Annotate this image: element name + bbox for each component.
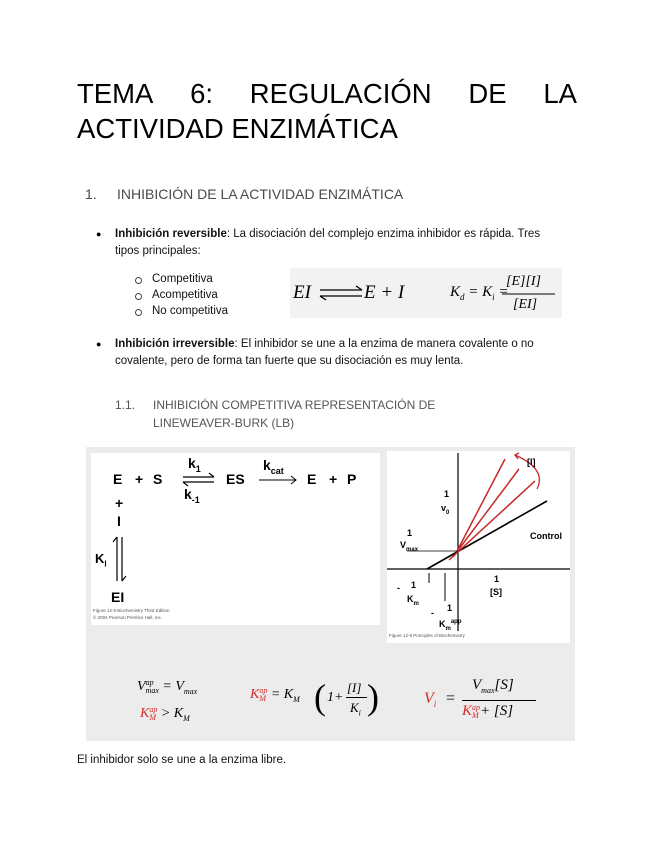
paren-right: ) [367,677,379,717]
section-number: 1. [85,186,97,202]
figure-credit: Figure 12-9 Principles of Biochemistry [389,633,465,638]
species-EI: EI [111,589,125,605]
title-word: 6: [190,78,214,109]
kmapp-label: $K_m^{app}$ [439,619,462,632]
plus-sign: + [115,495,124,511]
figure-credit: © 2004 Pearson Prentice Hall, Inc. [93,615,163,620]
fraction-denominator: [EI] [513,297,538,312]
title-word: DE [468,78,507,109]
vmax-label: $V_{max}$ [400,540,419,553]
bullet-irreversible [115,336,575,370]
kmapp-one: 1 [447,603,453,613]
term-irreversible: Inhibición irreversible [115,338,235,350]
plus-sign: + [135,471,144,487]
section-title-line2: LINEWEAVER-BURK (LB) [153,416,295,430]
mm-denominator: Kap M+ [S] [462,702,514,720]
km-label: $K_m$ [407,594,419,607]
species-P: P [347,471,357,487]
subitem-acompetitiva: Acompetitiva [152,289,218,301]
minus-sign: - [397,583,400,593]
rate-k1: $k_1$ [188,455,201,474]
rate-kcat: $k_{cat}$ [263,457,284,476]
constant-KI: $K_I$ [95,551,107,569]
reaction-right: E + I [364,282,405,303]
section-number: 1.1. [115,398,136,412]
footer-note: El inhibidor solo se une a la enzima libre. [77,754,287,766]
figure-credit: Figure 12-9 Biochemistry Third Edition [93,608,170,613]
section-heading-1 [85,186,403,202]
title-word: LA [543,78,577,109]
fraction-bar [462,700,536,701]
formula-km-ap-relation: Kap $M = K_M$ [250,686,300,705]
velocity-inhibited: $V_i$ [424,690,437,710]
ki-constant: $K_i$ [350,700,361,718]
kd-ki-expression: $K_d = K_i$ = [450,284,509,302]
circle-bullet-icon [135,293,142,300]
bullet-text: : El inhibidor se une a la enzima de manera covalente o no [234,338,534,350]
reaction-left: EI [293,282,311,303]
formula-km-apparent: Kap $M > K_M$ [140,705,190,724]
term-reversible: Inhibición reversible [115,228,227,240]
fraction-bar [346,697,367,698]
bullet-text: : La disociación del complejo enzima inhibidor es rápida. Tres [226,228,541,240]
axis-y-one: 1 [444,489,450,499]
species-S: S [153,471,163,487]
rate-k-1: $k_{-1}$ [184,486,200,505]
title-line2: ACTIVIDAD ENZIMÁTICA [77,113,398,144]
title-word: REGULACIÓN [249,78,432,109]
inhibitor-label: [I] [527,457,536,467]
dissociation-equation-image [290,268,562,318]
bullet-text-cont: tipos principales: [115,245,201,257]
subitem-no-competitiva: No competitiva [152,305,229,317]
species-E-product: E [307,471,317,487]
vmax-one: 1 [407,528,413,538]
paren-left: ( [314,677,326,717]
page-title [77,76,577,146]
species-I: I [117,513,121,529]
title-word: TEMA [77,78,154,109]
mm-numerator: $V_{max}[S]$ [472,677,514,695]
axis-x-one: 1 [494,574,500,584]
bullet-dot-icon: ● [96,229,102,239]
lineweaver-burk-plot [387,451,570,643]
section-title: INHIBICIÓN DE LA ACTIVIDAD ENZIMÁTICA [117,186,404,202]
control-label: Control [530,531,562,541]
species-ES: ES [226,471,245,487]
subitem-competitiva: Competitiva [152,273,213,285]
section-heading-1-1 [115,396,435,432]
inhibitor-conc: [I] [347,680,362,695]
circle-bullet-icon [135,277,142,284]
one-plus: 1+ [327,690,344,705]
plus-sign: + [329,471,338,487]
axis-x-label: [S] [490,587,502,597]
species-E: E [113,471,123,487]
circle-bullet-icon [135,309,142,316]
km-one: 1 [411,580,417,590]
formula-vmax-apparent: Vap $\max = V_{max}$ [137,678,198,697]
equals-sign: = [446,690,456,707]
bullet-reversible [115,226,575,260]
section-title-line1: INHIBICIÓN COMPETITIVA REPRESENTACIÓN DE [153,398,436,412]
bullet-text-cont: covalente, pero de forma tan fuerte que su disociación es muy lenta. [115,355,464,367]
reaction-scheme-panel [91,453,380,625]
fraction-numerator: [E][I] [506,274,542,289]
minus-sign: - [431,608,434,618]
bullet-dot-icon: ● [96,339,102,349]
axis-y-label: $v_0$ [441,503,450,516]
